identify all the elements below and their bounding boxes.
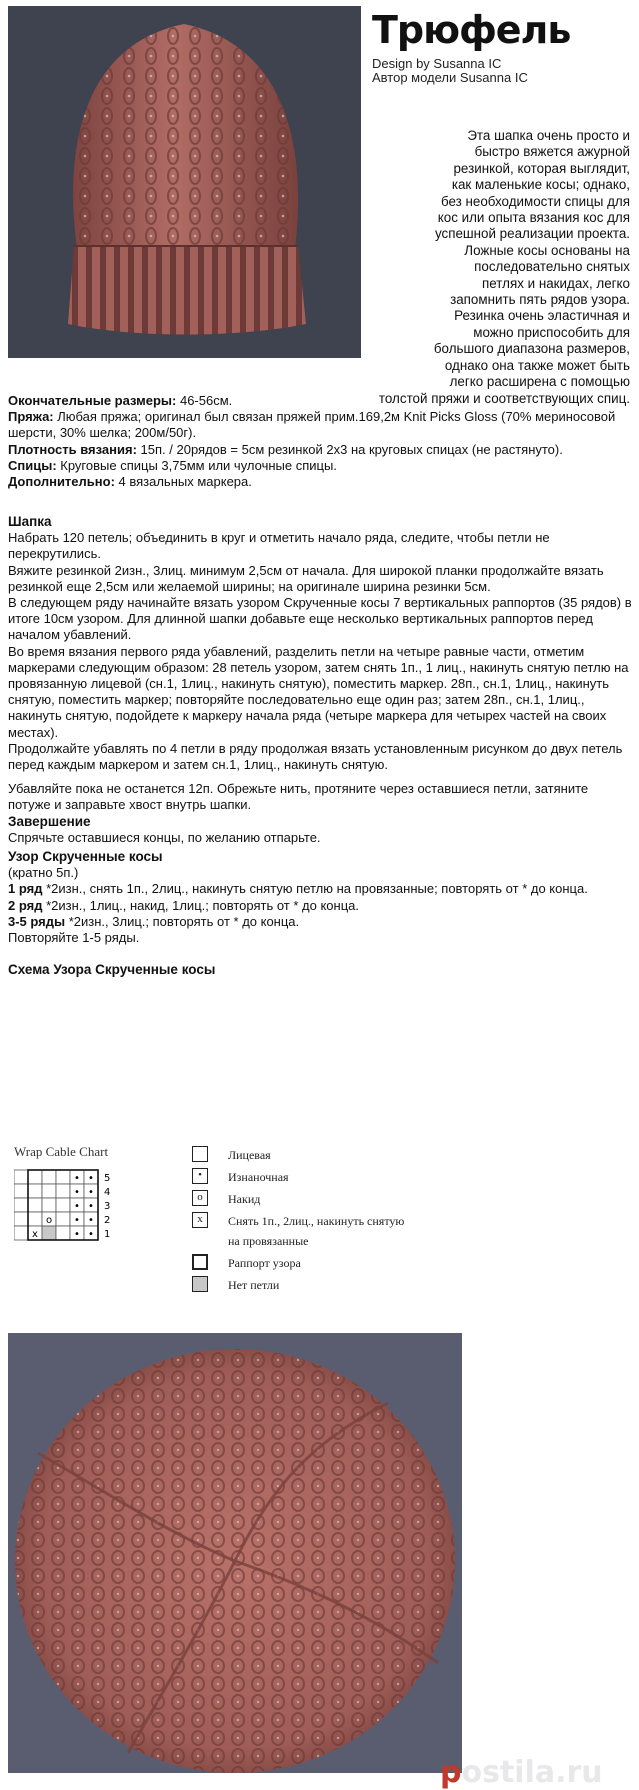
- legend-label: Раппорт узора: [228, 1256, 301, 1270]
- chart-row-number: 1: [104, 1229, 111, 1240]
- pattern-row-1: [8, 881, 633, 897]
- legend-repeat: [192, 1254, 452, 1274]
- chart-cell: [42, 1170, 56, 1184]
- pattern-row-3-5: [8, 914, 633, 930]
- spec-value: 15п. / 20рядов = 5см резинкой 2х3 на круговых спицах (не растянуто).: [136, 441, 563, 457]
- spec-size: [8, 390, 633, 409]
- legend-knit: [192, 1146, 452, 1166]
- legend-label: Нет петли: [228, 1278, 280, 1292]
- schema-heading: Схема Узора Скрученные косы: [8, 962, 216, 978]
- instruction-paragraph: Набрать 120 петель; объединить в круг и отметить начало ряда, следите, чтобы петли не перекрутились.: [8, 530, 550, 562]
- row-label: 2 ряд: [8, 897, 43, 913]
- instruction-paragraph: Во время вязания первого ряда убавлений, разделить петли на четыре равные части, отметим маркерами следующим образом: 28 петель узором, затем снять 1п., 1 лиц., накинуть снятую петлю на провязанную лицевой (сн.1, 1лиц., накинуть снятую), поместить маркер. 28п., сн.1, 1лиц., накинуть снятую, поместить маркер; повторяйте последовательно еще один раз; затем 28п., сн.1, 1лиц., накинуть снятую, подойдете к маркеру начала ряда (четыре маркера для четырех частей на своих местах).: [8, 643, 629, 740]
- intro-line: без необходимости спицы для: [440, 193, 630, 209]
- spec-label: Дополнительно:: [8, 474, 115, 490]
- chart-title: Wrap Cable Chart: [14, 1144, 109, 1159]
- chart-row-number: 5: [104, 1173, 111, 1184]
- instruction-paragraph: Спрячьте оставшиеся концы, по желанию отпарьте.: [8, 829, 321, 845]
- knit-symbol-icon: [192, 1146, 208, 1162]
- chart-cell: [42, 1226, 56, 1240]
- hat-crown-illustration: [8, 1333, 462, 1773]
- spec-value: 46-56см.: [176, 393, 233, 408]
- legend-yarnover: [192, 1190, 452, 1210]
- chart-cell: [28, 1212, 42, 1226]
- intro-line: запомнить пять рядов узора.: [450, 292, 630, 308]
- spec-needles: [8, 458, 633, 474]
- chart-symbol: •: [74, 1173, 80, 1184]
- pattern-heading: Узор Скрученные косы: [8, 849, 163, 864]
- credit-english: Design by Susanna IC: [372, 56, 502, 71]
- chart-symbol: •: [88, 1201, 94, 1212]
- chart-symbol: •: [88, 1187, 94, 1198]
- watermark-logo: [440, 1755, 603, 1790]
- legend-no-stitch: [192, 1276, 452, 1296]
- chart-row-number: 2: [104, 1215, 111, 1226]
- chart-cell: [42, 1184, 56, 1198]
- purl-symbol-icon: •: [192, 1168, 208, 1184]
- legend-purl: [192, 1168, 452, 1188]
- legend-wrap: [192, 1212, 452, 1232]
- intro-line: Ложные косы основаны на: [464, 242, 630, 258]
- legend-label: Изнаночная: [228, 1170, 289, 1184]
- chart-cell: [28, 1170, 42, 1184]
- chart-cell: [28, 1198, 42, 1212]
- no-stitch-symbol-icon: [192, 1276, 208, 1292]
- chart-symbol: x: [32, 1229, 38, 1240]
- spec-extra: [8, 474, 633, 490]
- pattern-multiple: (кратно 5п.): [8, 865, 79, 881]
- row-text: *2изн., 3лиц.; повторять от * до конца.: [65, 913, 300, 929]
- intro-line: быстро вяжется ажурной: [474, 144, 630, 160]
- chart-cell: [56, 1170, 70, 1184]
- intro-line: Эта шапка очень просто и: [467, 128, 630, 143]
- chart-cell: [14, 1170, 28, 1184]
- spec-gauge: [8, 442, 633, 458]
- instruction-paragraph: В следующем ряду начинайте вязать узором Скрученные косы 7 вертикальных раппортов (35 рядов) в итоге 10см узором. Для длинной шапки добавьте еще несколько вертикальных раппортов перед началом убавлений.: [8, 595, 632, 643]
- instruction-paragraph: Вяжите резинкой 2изн., 3лиц. минимум 2,5см от начала. Для широкой планки продолжайте вязать резинкой еще 2,5см или желаемой ширины; на оригинале ширина резинки 5см.: [8, 562, 604, 594]
- chart-cell: [56, 1198, 70, 1212]
- intro-line: можно приспособить для: [473, 324, 630, 340]
- chart-symbol: •: [74, 1229, 80, 1240]
- wrap-symbol-icon: x: [192, 1212, 208, 1228]
- wrap-cable-chart: [14, 1168, 134, 1263]
- intro-line: однако она также может быть: [444, 357, 630, 373]
- spec-value: Круговые спицы 3,75мм или чулочные спицы.: [56, 457, 337, 473]
- intro-line: кос или опыта вязания кос для: [437, 210, 630, 226]
- intro-line: резинкой, которая выглядит,: [453, 160, 630, 176]
- intro-line: как маленькие косы; однако,: [451, 177, 630, 193]
- chart-symbol: •: [74, 1187, 80, 1198]
- intro-line: Резинка очень эластичная и: [454, 308, 630, 324]
- spec-label: Окончательные размеры:: [8, 393, 177, 408]
- chart-cell: [14, 1198, 28, 1212]
- page-title: Трюфель: [372, 8, 571, 52]
- intro-line: последовательно снятых: [474, 259, 630, 275]
- chart-grid: [14, 1168, 134, 1258]
- intro-line: успешной реализации проекта.: [434, 226, 630, 242]
- row-text: *2изн., 1лиц., накид, 1лиц.; повторять от * до конца.: [42, 897, 360, 913]
- spec-value: 4 вязальных маркера.: [114, 474, 252, 490]
- spec-label: Спицы:: [8, 457, 57, 473]
- legend-label: на провязанные: [228, 1234, 309, 1248]
- spec-value: Любая пряжа; оригинал был связан пряжей прим.169,2м Knit Picks Gloss (70% мериносовой шерсти, 30% шелка; 200м/50г).: [8, 409, 616, 441]
- row-label: 3-5 ряды: [8, 913, 66, 929]
- legend-label: Снять 1п., 2лиц., накинуть снятую: [228, 1214, 405, 1228]
- section-heading: Шапка: [8, 514, 52, 529]
- spec-label: Плотность вязания:: [8, 441, 137, 457]
- chart-symbol: •: [74, 1215, 80, 1226]
- section-heading: Завершение: [8, 813, 91, 829]
- yarnover-symbol-icon: o: [192, 1190, 208, 1206]
- chart-cell: [14, 1184, 28, 1198]
- intro-text: [300, 128, 630, 407]
- chart-symbol: •: [88, 1215, 94, 1226]
- chart-cell: [56, 1212, 70, 1226]
- pattern-repeat: Повторяйте 1-5 ряды.: [8, 930, 140, 946]
- chart-cell: [14, 1226, 28, 1240]
- intro-line: петлях и накидах, легко: [482, 275, 630, 291]
- chart-cell: [56, 1184, 70, 1198]
- instruction-paragraph: Убавляйте пока не останется 12п. Обрежьте нить, протяните через оставшиеся петли, затяните потуже и заправьте хвост внутрь шапки.: [8, 781, 589, 813]
- spec-label: Пряжа:: [8, 409, 54, 425]
- legend-label: Лицевая: [228, 1148, 271, 1162]
- watermark-first: p: [440, 1755, 462, 1790]
- chart-symbol: o: [45, 1215, 53, 1226]
- row-text: *2изн., снять 1п., 2лиц., накинуть снятую петлю на провязанные; повторять от * до конца.: [42, 881, 588, 897]
- hat-section: [8, 514, 633, 846]
- chart-cell: [42, 1198, 56, 1212]
- hat-photo-bottom: [8, 1333, 462, 1773]
- legend-wrap-cont: [192, 1232, 452, 1252]
- chart-symbol: •: [88, 1229, 94, 1240]
- spec-yarn: [8, 409, 633, 441]
- credit-russian: Автор модели Susanna IC: [372, 70, 528, 85]
- chart-symbol: •: [88, 1173, 94, 1184]
- intro-line: большого диапазона размеров,: [433, 341, 630, 357]
- intro-line: легко расширена с помощью: [449, 374, 630, 390]
- intro-line: толстой пряжи и соответствующих спиц.: [378, 390, 630, 406]
- chart-cell: [28, 1184, 42, 1198]
- legend-label: Накид: [228, 1192, 261, 1206]
- chart-cell: [14, 1212, 28, 1226]
- watermark-rest: ostila.ru: [461, 1755, 603, 1790]
- chart-symbol: •: [74, 1201, 80, 1212]
- chart-cell: [56, 1226, 70, 1240]
- pattern-section: [8, 849, 633, 978]
- row-label: 1 ряд: [8, 881, 43, 897]
- specs-block: [8, 390, 633, 490]
- instruction-paragraph: Продолжайте убавлять по 4 петли в ряду продолжая вязать установленным рисунком до двух петель перед каждым маркером и затем сн.1, 1лиц., накинуть снятую.: [8, 740, 623, 773]
- chart-row-number: 4: [104, 1187, 111, 1198]
- repeat-symbol-icon: [192, 1254, 208, 1270]
- pattern-row-2: [8, 898, 633, 914]
- chart-row-number: 3: [104, 1201, 111, 1212]
